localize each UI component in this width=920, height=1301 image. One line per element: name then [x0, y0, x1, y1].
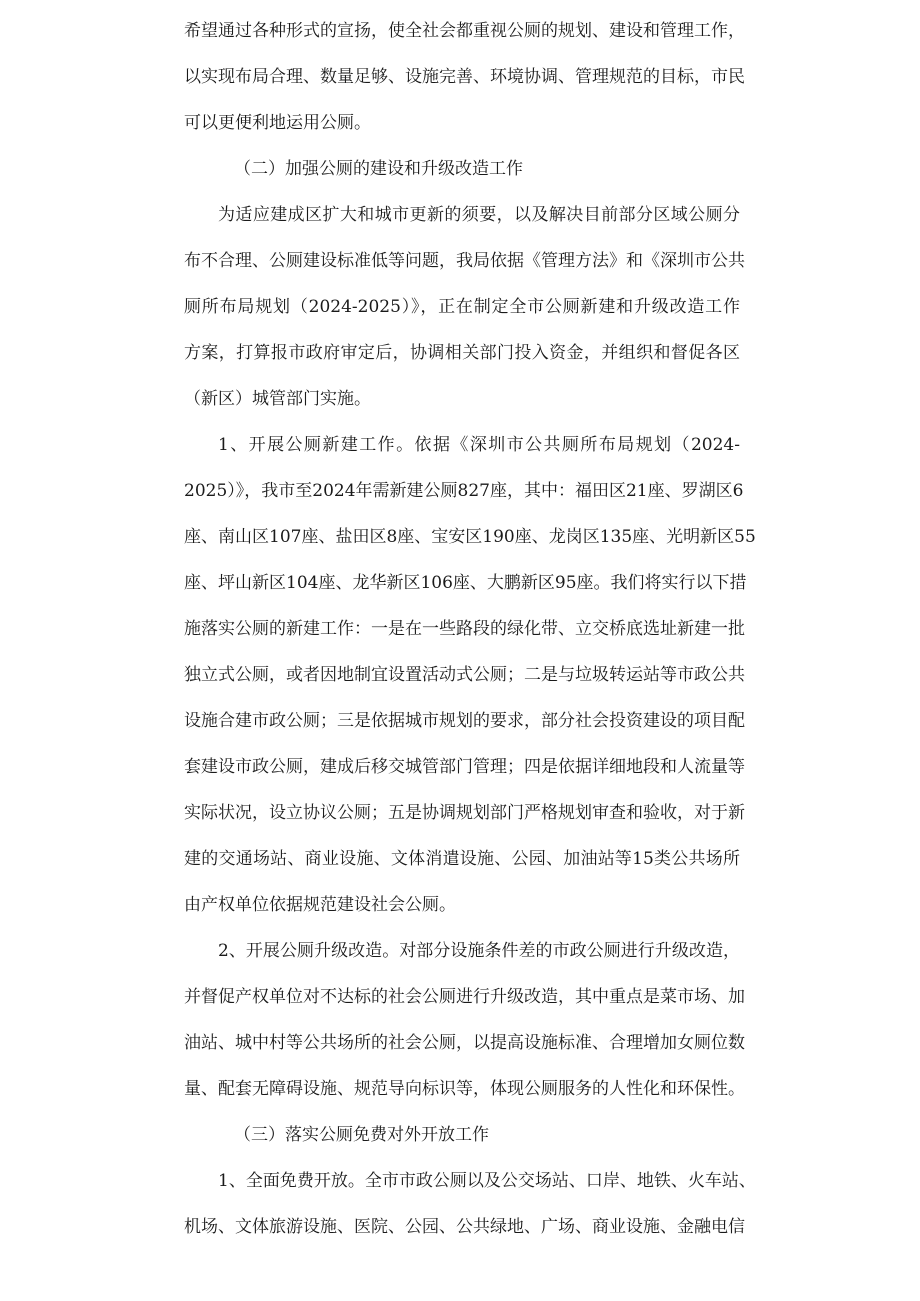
text-line: 并督促产权单位对不达标的社会公厕进行升级改造，其中重点是菜市场、加	[184, 987, 745, 1007]
text-line: 实际状况，设立协议公厕；五是协调规划部门严格规划审查和验收，对于新	[184, 803, 745, 823]
paragraph	[184, 1158, 756, 1250]
text-line: 座、坪山新区104座、龙华新区106座、大鹏新区95座。我们将实行以下措	[184, 573, 747, 593]
heading-text: （二）加强公厕的建设和升级改造工作	[234, 159, 523, 179]
text-line: 油站、城中村等公共场所的社会公厕，以提高设施标准、合理增加女厕位数	[184, 1033, 745, 1053]
text-line: 布不合理、公厕建设标准低等问题，我局依据《管理方法》和《深圳市公共	[184, 251, 745, 271]
text-line: 方案，打算报市政府审定后，协调相关部门投入资金，并组织和督促各区	[184, 343, 740, 363]
text-line: 1、开展公厕新建工作。依据《深圳市公共厕所布局规划（2024-	[218, 435, 740, 455]
heading-text: （三）落实公厕免费对外开放工作	[234, 1125, 489, 1145]
paragraph	[184, 192, 745, 422]
text-line: （新区）城管部门实施。	[184, 389, 371, 409]
text-line: 座、南山区107座、盐田区8座、宝安区190座、龙岗区135座、光明新区55	[184, 527, 756, 547]
text-line: 1、全面免费开放。全市市政公厕以及公交场站、口岸、地铁、火车站、	[218, 1171, 756, 1191]
text-line: 量、配套无障碍设施、规范导向标识等，体现公厕服务的人性化和环保性。	[184, 1079, 745, 1099]
document-page	[184, 8, 756, 1250]
text-line: 可以更便利地运用公厕。	[184, 113, 371, 133]
text-line: 希望通过各种形式的宣扬，使全社会都重视公厕的规划、建设和管理工作，	[184, 21, 745, 41]
text-line: 设施合建市政公厕；三是依据城市规划的要求，部分社会投资建设的项目配	[184, 711, 745, 731]
text-line: 为适应建成区扩大和城市更新的须要，以及解决目前部分区域公厕分	[218, 205, 740, 225]
text-line: 2025）》，我市至2024年需新建公厕827座，其中：福田区21座、罗湖区6	[184, 481, 744, 501]
paragraph	[184, 422, 756, 928]
paragraph	[184, 928, 745, 1112]
text-line: 2、开展公厕升级改造。对部分设施条件差的市政公厕进行升级改造，	[218, 941, 740, 961]
text-line: 套建设市政公厕，建成后移交城管部门管理；四是依据详细地段和人流量等	[184, 757, 745, 777]
text-line: 由产权单位依据规范建设社会公厕。	[184, 895, 456, 915]
text-line: 建的交通场站、商业设施、文体消遣设施、公园、加油站等15类公共场所	[184, 849, 740, 869]
text-line: 施落实公厕的新建工作：一是在一些路段的绿化带、立交桥底选址新建一批	[184, 619, 745, 639]
text-line: 以实现布局合理、数量足够、设施完善、环境协调、管理规范的目标，市民	[184, 67, 745, 87]
paragraph	[184, 8, 745, 146]
section-heading-2	[184, 146, 740, 192]
text-line: 厕所布局规划（2024-2025）》，正在制定全市公厕新建和升级改造工作	[184, 297, 740, 317]
text-line: 机场、文体旅游设施、医院、公园、公共绿地、广场、商业设施、金融电信	[184, 1217, 745, 1237]
section-heading-3	[184, 1112, 740, 1158]
text-line: 独立式公厕，或者因地制宜设置活动式公厕；二是与垃圾转运站等市政公共	[184, 665, 745, 685]
